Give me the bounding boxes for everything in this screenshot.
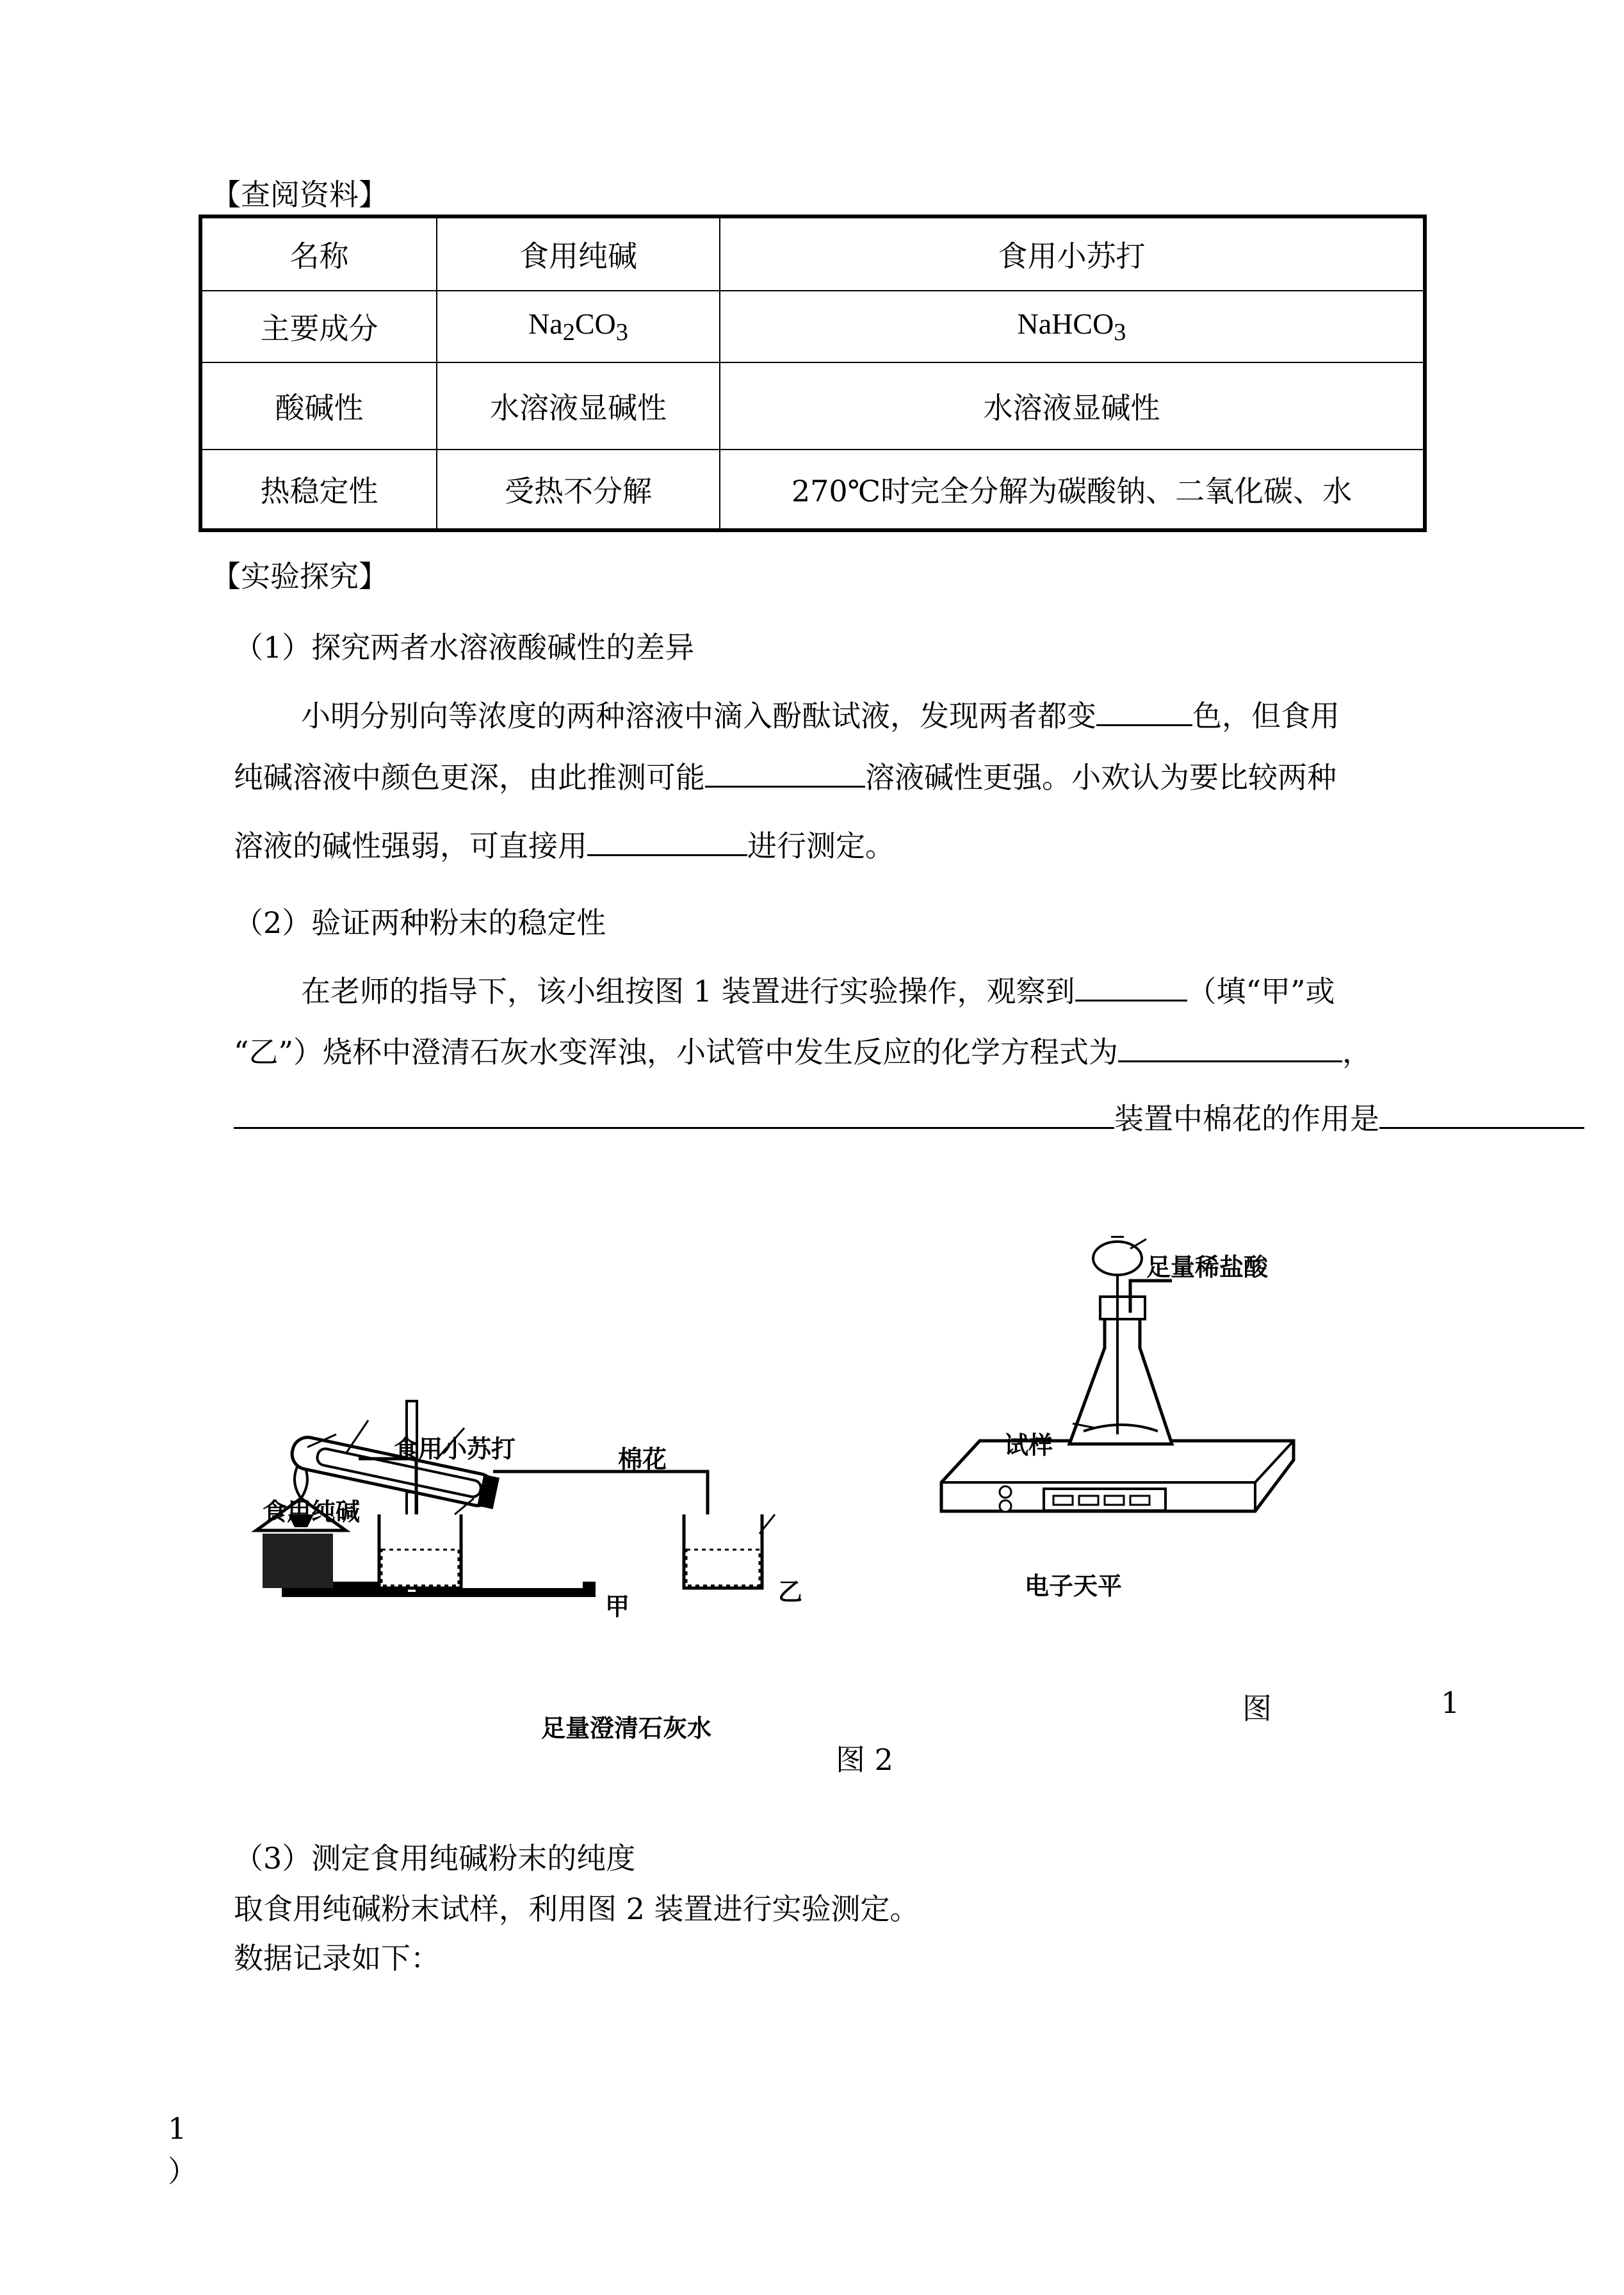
table-cell: 270℃时完全分解为碳酸钠、二氧化碳、水 [720,450,1425,530]
label-hcl: 足量稀盐酸 [1146,1253,1269,1281]
part1-line3: 溶液的碱性强弱，可直接用 进行测定。 [234,829,895,863]
label-balance: 电子天平 [1025,1572,1123,1600]
blank-cotton[interactable] [1379,1101,1584,1129]
part1-title: （1）探究两者水溶液酸碱性的差异 [234,630,695,665]
part1-line2: 纯碱溶液中颜色更深，由此推测可能 溶液碱性更强。小欢认为要比较两种 [234,760,1336,795]
blank-equation-cont[interactable] [234,1101,1114,1129]
formula-cell: $Na_2CO_3$ [437,291,720,362]
label-jia: 甲 [605,1593,630,1621]
part3-title: （3）测定食用纯碱粉末的纯度 [234,1841,636,1876]
row-label: 酸碱性 [200,362,437,450]
experiment-heading: 【实验探究】 [211,559,388,594]
row-label: 主要成分 [200,291,437,362]
table-row [200,291,1425,362]
table-header-cell: 食用小苏打 [720,216,1425,291]
formula-cell: NaHCO$_3$ [720,291,1425,362]
label-cotton: 棉花 [618,1445,667,1473]
label-baking-soda: 食用小苏打 [394,1435,516,1463]
figure-caption-a: 图 [1242,1691,1272,1726]
delivery-tube-yi [493,1472,708,1588]
label-limewater: 足量澄清石灰水 [541,1714,712,1742]
figure2-caption: 图 2 [836,1742,893,1777]
table-cell: 水溶液显碱性 [437,362,720,450]
blank-method[interactable] [587,829,747,856]
blank-color[interactable] [1096,699,1192,726]
balance-button [1000,1486,1011,1498]
part2-line2: “乙”）烧杯中澄清石灰水变浑浊，小试管中发生反应的化学方程式为 ， [234,1035,1372,1069]
conical-flask [1069,1306,1172,1444]
lamp-base [263,1534,333,1588]
stopper [1100,1297,1145,1319]
label-soda-ash: 食用纯碱 [263,1498,361,1526]
table-header-row [200,216,1425,291]
balance-button [1000,1500,1011,1512]
table-cell: 水溶液显碱性 [720,362,1425,450]
label-yi: 乙 [778,1578,803,1606]
table-header-cell: 食用纯碱 [437,216,720,291]
figure-caption-b: 1 [1441,1685,1460,1720]
reference-table [199,215,1427,532]
label-sample: 试样 [1004,1431,1053,1459]
table-header-cell: 名称 [200,216,437,291]
table-row [200,450,1425,530]
blank-equation[interactable] [1118,1035,1342,1062]
margin-note-1: 1 [168,2111,187,2146]
figure2-apparatus [935,1236,1306,1594]
part3-line1: 取食用纯碱粉末试样，利用图 2 装置进行实验测定。 [234,1892,920,1926]
part3-line2: 数据记录如下： [234,1941,440,1975]
part2-line3: 装置中棉花的作用是 [234,1101,1584,1133]
reference-heading: 【查阅资料】 [211,177,388,212]
blank-beaker[interactable] [1075,974,1187,1002]
table-row [200,362,1425,450]
part1-line1: 小明分别向等浓度的两种溶液中滴入酚酞试液，发现两者都变 色，但食用 [301,699,1340,733]
blank-solution[interactable] [705,760,865,788]
figure1-apparatus [243,1396,807,1755]
part2-line1: 在老师的指导下，该小组按图 1 装置进行实验操作，观察到 （填“甲”或 [301,974,1335,1009]
margin-note-2: ） [168,2154,197,2189]
row-label: 热稳定性 [200,450,437,530]
part2-title: （2）验证两种粉末的稳定性 [234,905,606,940]
table-cell: 受热不分解 [437,450,720,530]
